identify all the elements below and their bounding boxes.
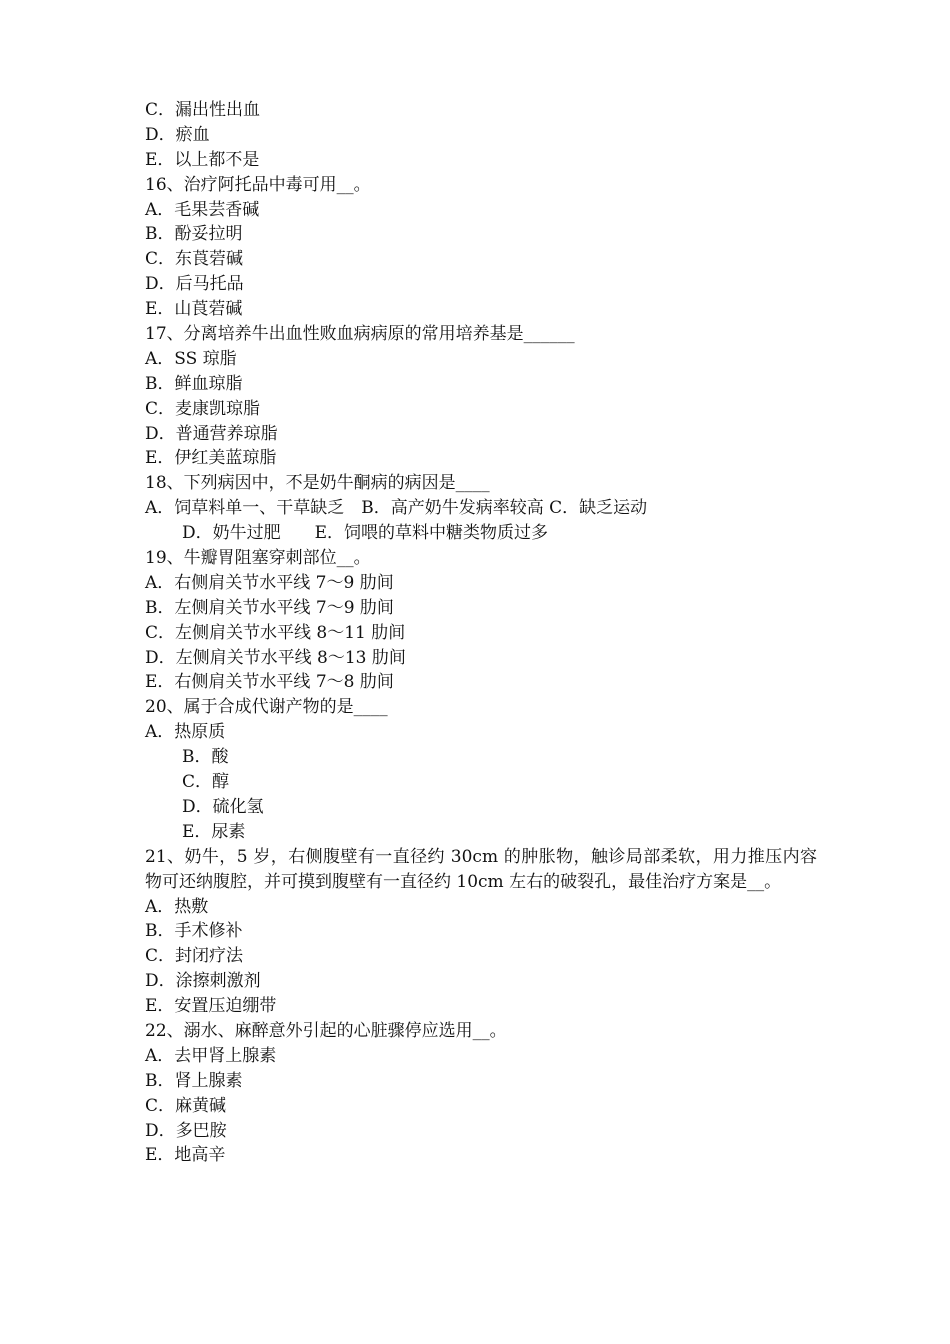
option-line: D．奶牛过肥 E．饲喂的草料中糖类物质过多 xyxy=(182,523,549,544)
question-paragraph: 21、奶牛，5 岁，右侧腹壁有一直径约 30cm 的肿胀物，触诊局部柔软，用力推压内容物可还纳腹腔，并可摸到腹壁有一直径约 10cm 左右的破裂孔，最佳治疗方案是__。 xyxy=(145,846,817,892)
option-line: E．地高辛 xyxy=(145,1145,226,1166)
option-line: D．左侧肩关节水平线 8～13 肋间 xyxy=(145,647,406,668)
option-line: E．以上都不是 xyxy=(145,149,260,170)
option-line: D．瘀血 xyxy=(145,124,210,145)
option-line: C．漏出性出血 xyxy=(145,100,261,120)
document-body xyxy=(145,98,817,1168)
option-line: C．封闭疗法 xyxy=(145,946,244,967)
option-line: A．饲草料单一、干草缺乏 B．高产奶牛发病率较高 C．缺乏运动 xyxy=(145,498,648,519)
option-line: A．去甲肾上腺素 xyxy=(145,1045,277,1066)
option-line: C．醇 xyxy=(182,772,230,793)
option-line: D．后马托品 xyxy=(145,274,244,295)
option-line: A．热原质 xyxy=(145,722,226,743)
question-line: 19、牛瓣胃阻塞穿刺部位__。 xyxy=(145,548,371,569)
option-line: D．普通营养琼脂 xyxy=(145,423,278,444)
option-line: E．尿素 xyxy=(182,821,246,842)
option-line: B．酸 xyxy=(182,747,229,768)
option-line: A．SS 琼脂 xyxy=(145,348,237,369)
option-line: C．左侧肩关节水平线 8～11 肋间 xyxy=(145,622,406,643)
question-line: 18、下列病因中，不是奶牛酮病的病因是____ xyxy=(145,473,490,494)
option-line: C．麦康凯琼脂 xyxy=(145,398,261,419)
option-line: B．手术修补 xyxy=(145,921,243,942)
option-line: E．安置压迫绷带 xyxy=(145,996,277,1017)
option-line: B．鲜血琼脂 xyxy=(145,373,243,394)
option-line: E．右侧肩关节水平线 7～8 肋间 xyxy=(145,672,394,693)
option-line: D．多巴胺 xyxy=(145,1120,227,1141)
option-line: B．酚妥拉明 xyxy=(145,224,243,245)
question-line: 16、治疗阿托品中毒可用__。 xyxy=(145,174,371,195)
option-line: D．涂擦刺激剂 xyxy=(145,971,261,992)
option-line: E．伊红美蓝琼脂 xyxy=(145,448,277,469)
option-line: B．肾上腺素 xyxy=(145,1070,243,1091)
option-line: C．东莨菪碱 xyxy=(145,249,244,270)
option-line: D．硫化氢 xyxy=(182,796,264,817)
option-line: E．山莨菪碱 xyxy=(145,299,243,320)
option-line: B．左侧肩关节水平线 7～9 肋间 xyxy=(145,597,394,618)
option-line: A．毛果芸香碱 xyxy=(145,199,260,220)
option-line: A．热敷 xyxy=(145,896,209,917)
question-line: 20、属于合成代谢产物的是____ xyxy=(145,697,388,718)
option-line: A．右侧肩关节水平线 7～9 肋间 xyxy=(145,572,394,593)
question-line: 22、溺水、麻醉意外引起的心脏骤停应选用__。 xyxy=(145,1020,507,1041)
option-line: C．麻黄碱 xyxy=(145,1095,227,1116)
question-line: 17、分离培养牛出血性败血病病原的常用培养基是______ xyxy=(145,324,575,345)
